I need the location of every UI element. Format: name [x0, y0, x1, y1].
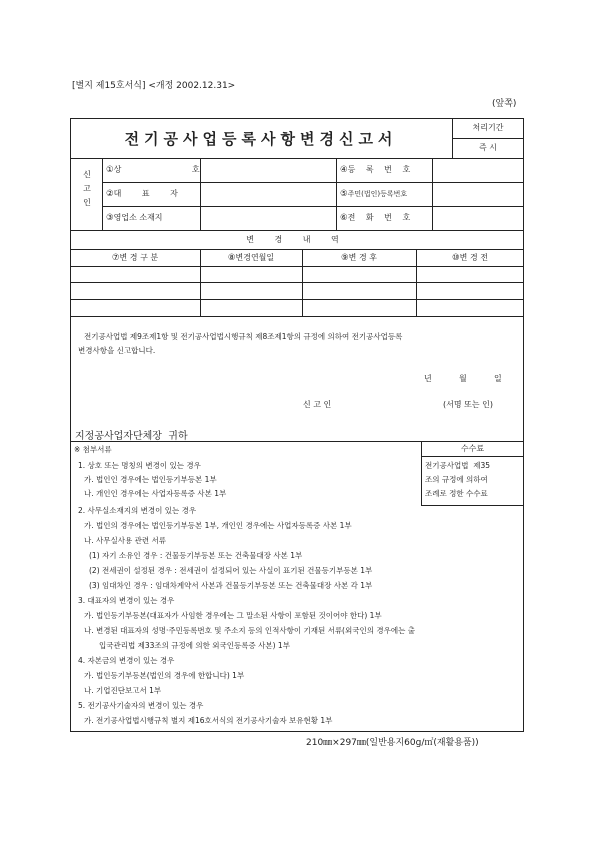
- paper-spec: 210㎜×297㎜(일반용지60g/㎡(재활용품)): [306, 738, 479, 748]
- attachment-line: 가. 법인등기부등본(대표자가 사임한 경우에는 그 말소된 사항이 포함된 것이어야 한다) 1부: [84, 611, 382, 620]
- attachments-heading: ※ 첨부서류: [74, 445, 112, 454]
- col-before: ⑩변 경 전: [452, 253, 488, 263]
- col-after: ⑨변 경 후: [341, 253, 377, 263]
- field-phone: ⑥전 화 번 호: [340, 213, 415, 223]
- fee-line-2: 조의 규정에 의하여: [425, 475, 488, 484]
- attachment-line: (2) 전세권이 설정된 경우 : 전세권이 설정되어 있는 사실이 표기된 건물등기부등본 1부: [89, 566, 373, 575]
- attachment-line: 2. 사무실소재지의 변경이 있는 경우: [78, 506, 197, 515]
- page-side: (앞쪽): [492, 99, 517, 109]
- attachment-line: 가. 법인등기부등본(법인의 경우에 한합니다) 1부: [84, 671, 245, 680]
- col-change-type: ⑦변 경 구 분: [111, 253, 159, 263]
- attachment-line: (1) 자기 소유인 경우 : 건물등기부등본 또는 건축물대장 사본 1부: [89, 551, 303, 560]
- attachment-line: 3. 대표자의 변경이 있는 경우: [78, 596, 175, 605]
- col-change-date: ⑧변경연월일: [227, 253, 275, 263]
- form-frame: [70, 118, 524, 732]
- attachment-line: 나. 사무실사용 관련 서류: [84, 536, 166, 545]
- form-title: 전기공사업등록사항변경신고서: [124, 130, 398, 148]
- attachment-line: 1. 상호 또는 명칭의 변경이 있는 경우: [78, 461, 201, 470]
- recipient: 지정공사업자단체장 귀하: [75, 431, 188, 442]
- date-day: 일: [494, 374, 502, 383]
- changes-section-label: 변 경 내 역: [246, 235, 348, 244]
- field-office-address: ③영업소 소재지: [106, 213, 163, 223]
- attachment-line: 5. 전기공사기술자의 변경이 있는 경우: [78, 701, 204, 710]
- attachment-line: (3) 임대차인 경우 : 임대차계약서 사본과 건물등기부등본 또는 건축물대장 사본 각 1부: [89, 581, 373, 590]
- date-year: 년: [424, 374, 432, 383]
- reporter-label: 신고인: [83, 170, 91, 207]
- attachment-line: 가. 전기공사업법시행규칙 별지 제16호서식의 전기공사기술자 보유현황 1부: [84, 716, 333, 725]
- attachment-line: 4. 자본금의 변경이 있는 경우: [78, 656, 175, 665]
- attachment-line: 입국관리법 제33조의 규정에 의한 외국인등록증 사본) 1부: [99, 641, 290, 650]
- attachment-line: 가. 법인인 경우에는 법인등기부등본 1부: [84, 475, 217, 484]
- attachment-line: 나. 변경된 대표자의 성명·주민등록번호 및 주소지 등의 인적사항이 기재된 서류(외국인의 경우에는 출: [84, 626, 415, 635]
- field-representative: ②대 표 자: [106, 189, 187, 199]
- signer-label: 신 고 인: [303, 400, 332, 409]
- declaration-line-1: 전기공사업법 제9조제1항 및 전기공사업법시행규칙 제8조제1항의 규정에 의하여 전기공사업등록: [84, 332, 403, 341]
- attachment-line: 나. 개인인 경우에는 사업자등록증 사본 1부: [84, 489, 227, 498]
- attachment-line: 나. 기업진단보고서 1부: [84, 686, 162, 695]
- declaration-line-2: 변경사항을 신고합니다.: [78, 346, 156, 355]
- processing-label: 처리기간: [472, 123, 504, 132]
- sign-note: (서명 또는 인): [443, 400, 493, 409]
- form-number: [별지 제15호서식] <개정 2002.12.31>: [72, 81, 236, 91]
- field-resident-no: ⑤주민(법인)등록번호: [340, 189, 408, 199]
- fee-line-1: 전기공사업법 제35: [425, 461, 491, 470]
- date-month: 월: [459, 374, 467, 383]
- processing-value: 즉 시: [479, 143, 497, 152]
- fee-line-3: 조례로 정한 수수료: [425, 489, 488, 498]
- field-trade-name: ①상 호: [106, 165, 234, 175]
- attachment-line: 가. 법인의 경우에는 법인등기부등본 1부, 개인인 경우에는 사업자등록증 사본 1부: [84, 521, 352, 530]
- field-registration-no: ④등 록 번 호: [340, 165, 415, 175]
- fee-label: 수수료: [460, 444, 485, 453]
